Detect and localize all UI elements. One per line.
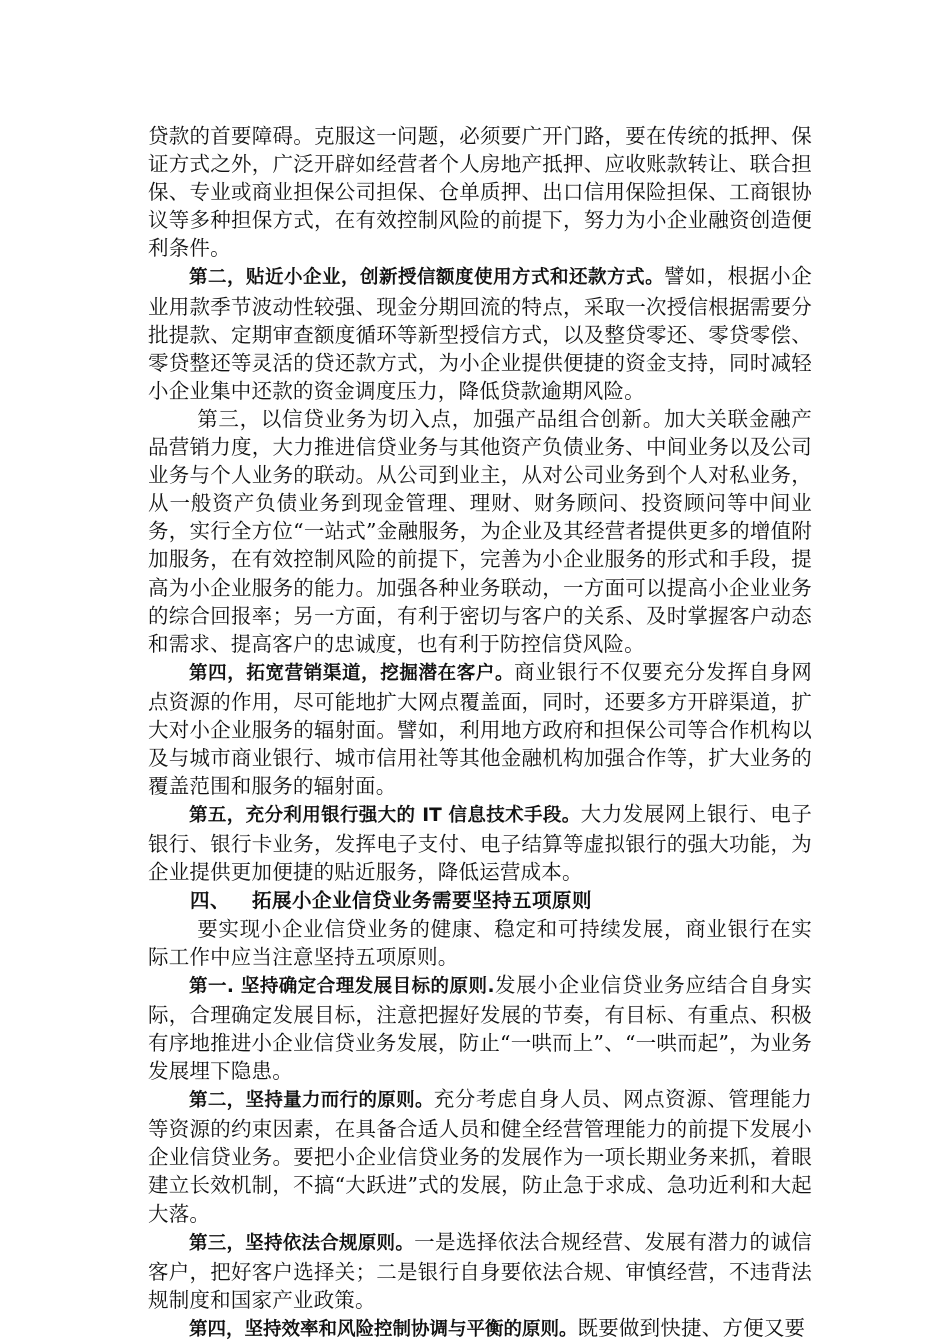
paragraph-lead: 第五，充分利用银行强大的 IT 信息技术手段。 — [189, 805, 581, 827]
paragraph-principle-one — [148, 971, 812, 1085]
paragraph-lead: 第二，贴近小企业，创新授信额度使用方式和还款方式。 — [189, 267, 665, 289]
paragraph-text: 充分考虑自身人员、网点资源、管理能力等资源的约束因素，在具备合适人员和健全经营管理能力的前提下发展小企业信贷业务。要把小企业信贷业务的发展作为一项长期业务来抓，着眼建立长效机制，不搞“大跃进”式的发展，防止急于求成、急功近利和大起大落。 — [148, 1087, 812, 1226]
paragraph-principles-intro — [148, 915, 812, 971]
paragraph-text: 贷款的首要障碍。克服这一问题，必须要广开门路，要在传统的抵押、保证方式之外，广泛开辟如经营者个人房地产抵押、应收账款转让、联合担保、专业或商业担保公司担保、仓单质押、出口信用保险担保、工商银协议等多种担保方式，在有效控制风险的前提下，努力为小企业融资创造便利条件。 — [148, 124, 812, 261]
section-heading — [148, 887, 812, 915]
paragraph-fifth-measure — [148, 800, 812, 886]
paragraph-principle-four — [148, 1314, 812, 1344]
paragraph-text: 一是选择依法合规经营、发展有潜力的诚信客户，把好客户选择关；二是银行自身要依法合规、审慎经营，不违背法规制度和国家产业政策。 — [148, 1229, 812, 1312]
section-number: 四、 — [190, 888, 231, 912]
paragraph-text: 商业银行不仅要充分发挥自身网点资源的作用，尽可能地扩大网点覆盖面，同时，还要多方开辟渠道，扩大对小企业服务的辐射面。譬如，利用地方政府和担保公司等合作机构以及与城市商业银行、城市信用社等其他金融机构加强合作等，扩大业务的覆盖范围和服务的辐射面。 — [148, 659, 812, 799]
paragraph-lead: 第二，坚持量力而行的原则。 — [189, 1090, 434, 1112]
paragraph-text: 大力发展网上银行、电子银行、银行卡业务，发挥电子支付、电子结算等虚拟银行的强大功能，为企业提供更加便捷的贴近服务，降低运营成本。 — [148, 802, 813, 885]
paragraph-text: 第三，以信贷业务为切入点，加强产品组合创新。加大关联金融产品营销力度，大力推进信贷业务与其他资产负债业务、中间业务以及公司业务与个人业务的联动。从公司到业主，从对公司业务到个人对私业务，从一般资产负债业务到现金管理、理财、财务顾问、投资顾问等中间业务，实行全方位“一站式”金融服务，为企业及其经营者提供更多的增值附加服务，在有效控制风险的前提下，完善为小企业服务的形式和手段，提高为小企业服务的能力。加强各种业务联动，一方面可以提高小企业业务的综合回报率；另一方面，有利于密切与客户的关系、及时掌握客户动态和需求、提高客户的忠诚度，也有利于防控信贷风险。 — [148, 406, 812, 656]
document-page — [148, 122, 812, 1344]
paragraph-principle-two — [148, 1085, 812, 1227]
paragraph-fourth-measure — [148, 658, 812, 800]
paragraph-lead: 第四，拓宽营销渠道，挖掘潜在客户。 — [189, 662, 515, 684]
paragraph-guarantee — [148, 122, 812, 262]
paragraph-lead: 第三，坚持依法合规原则。 — [189, 1232, 415, 1254]
paragraph-text: 既要做到快捷、方便又要 — [577, 1315, 806, 1340]
paragraph-principle-three — [148, 1228, 812, 1314]
paragraph-text: 要实现小企业信贷业务的健康、稳定和可持续发展，商业银行在实际工作中应当注意坚持五项原则。 — [148, 916, 812, 969]
paragraph-text: 发展小企业信贷业务应结合自身实际，合理确定发展目标，注意把握好发展的节奏，有目标、有重点、积极有序地推进小企业信贷业务发展，防止“一哄而上”、“一哄而起”，为业务发展埋下隐患。 — [148, 972, 812, 1084]
section-title: 拓展小企业信贷业务需要坚持五项原则 — [252, 888, 593, 912]
paragraph-third-measure — [148, 405, 812, 658]
paragraph-text: 譬如，根据小企业用款季节波动性较强、现金分期回流的特点，采取一次授信根据需要分批提款、定期审查额度循环等新型授信方式，以及整贷零还、零贷零偿、零贷整还等灵活的贷还款方式，为小企业提供便捷的资金支持，同时减轻小企业集中还款的资金调度压力，降低贷款逾期风险。 — [148, 264, 812, 403]
paragraph-second-measure — [148, 262, 812, 404]
paragraph-lead: 第四，坚持效率和风险控制协调与平衡的原则。 — [189, 1318, 578, 1340]
paragraph-lead: 第一. 坚持确定合理发展目标的原则. — [189, 975, 495, 997]
